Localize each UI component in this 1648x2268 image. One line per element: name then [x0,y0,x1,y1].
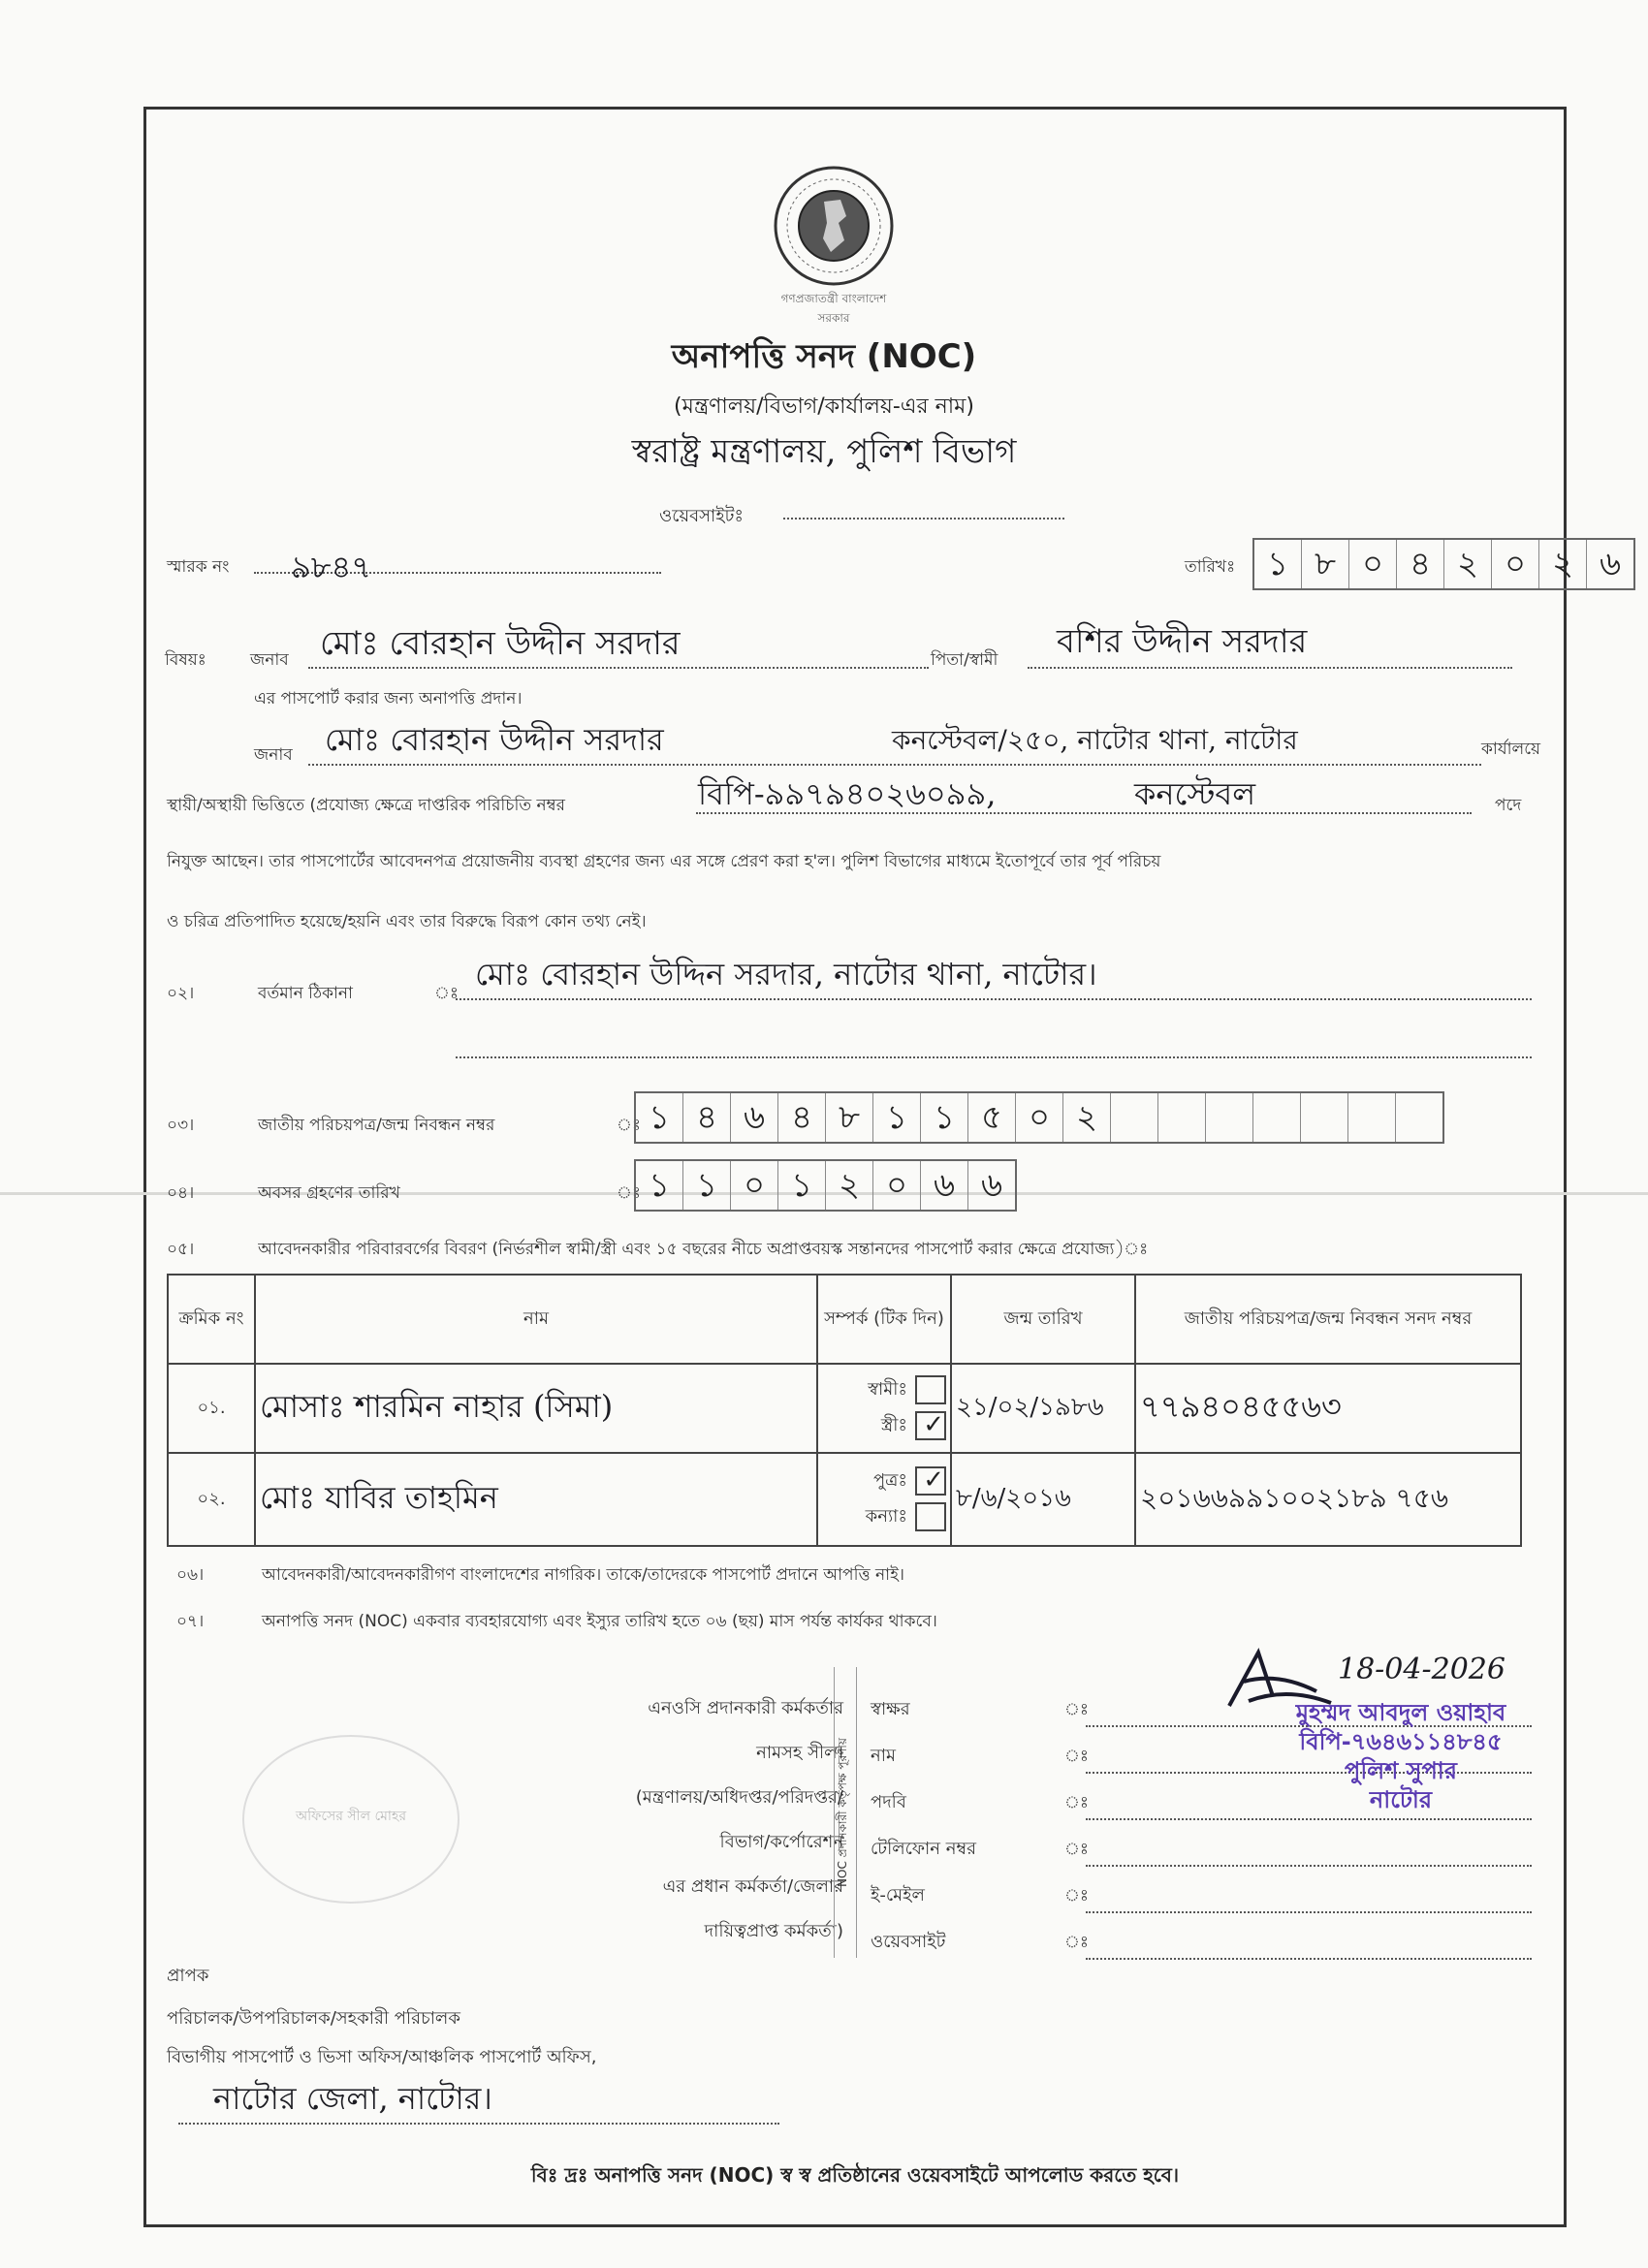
item-07-num: ০৭। [176,1612,205,1631]
row-dob: ৮/৬/২০১৬ [951,1453,1135,1546]
signature-left-block [427,1686,843,1954]
date-digit: ১ [1254,540,1302,588]
col-dob: জন্ম তারিখ [951,1275,1135,1364]
date-digit: ২ [1444,540,1492,588]
nid-digit [1348,1093,1396,1142]
row-serial: ০১. [168,1364,255,1453]
address-line2 [456,1056,1532,1058]
item-02-num: ০২। [167,984,195,1003]
sig-left-line: বিভাগ/কর্পোরেশন [719,1832,843,1852]
col-name: নাম [255,1275,817,1364]
sig-colon: ঃ [1064,1747,1089,1766]
item-04-colon: ঃ [617,1183,641,1203]
recipient-line1: পরিচালক/উপপরিচালক/সহকারী পরিচালক [167,2008,460,2029]
rel-b-label: কন্যাঃ [865,1506,907,1527]
sig-colon: ঃ [1064,1700,1089,1719]
row-name: মোসাঃ শারমিন নাহার (সিমা) [255,1364,817,1453]
date-digit: ২ [1539,540,1587,588]
body-id-number: বিপি-৯৯৭৯৪০২৬০৯৯, [698,775,997,812]
row-nid: ২০১৬৬৯৯১০০২১৮৯ ৭৫৬ [1135,1453,1521,1546]
recipient-line2: বিভাগীয় পাসপোর্ট ও ভিসা অফিস/আঞ্চলিক পাসপোর্ট অফিস, [167,2047,597,2067]
ret-digit: ১ [636,1161,683,1210]
website-line [783,518,1064,520]
nid-digit [1396,1093,1442,1142]
nid-digit: ১ [873,1093,921,1142]
nid-boxes [634,1091,1444,1144]
item-04-label: অবসর গ্রহণের তারিখ [258,1183,400,1203]
body-name: মোঃ বোরহান উদ্দীন সরদার [325,721,664,758]
document-title: অনাপত্তি সনদ (NOC) [671,337,977,376]
item-02-value: মোঃ বোরহান উদ্দিন সরদার, নাটোর থানা, নাটোর। [475,956,1097,992]
item-03-label: জাতীয় পরিচয়পত্র/জন্ম নিবন্ধন নম্বর [258,1116,495,1135]
item-07-text: অনাপত্তি সনদ (NOC) একবার ব্যবহারযোগ্য এবং ইস্যুর তারিখ হতে ০৬ (ছয়) মাস পর্যন্ত কার্যকর থাকবে। [262,1612,937,1631]
body-posting: কনস্টেবল/২৫০, নাটোর থানা, নাটোর [892,724,1298,756]
memo-label: স্মারক নং [167,557,230,577]
stamp-line: বিপি-৭৬৪৬১১৪৮৪৫ [1299,1728,1503,1755]
ret-digit: ২ [826,1161,873,1210]
nid-digit [1301,1093,1348,1142]
nid-digit [1158,1093,1206,1142]
ret-digit: ৬ [921,1161,968,1210]
sig-field-label: স্বাক্ষর [871,1699,910,1719]
rel-a-label: পুত্রঃ [872,1470,907,1491]
rel-b-checkbox[interactable] [915,1502,946,1531]
emblem-text: গণপ্রজাতন্ত্রী বাংলাদেশ সরকার [780,292,887,325]
sig-line [1086,1911,1532,1913]
item-02-colon: ঃ [434,984,459,1003]
nid-digit: ০ [1016,1093,1063,1142]
col-relation: সম্পর্ক (টিক দিন) [817,1275,951,1364]
nid-digit: ৪ [683,1093,731,1142]
subject-janab: জনাব [250,650,289,670]
table-header-row [168,1275,1521,1364]
rel-a-checkbox[interactable] [915,1466,946,1496]
recipient-label: প্রাপক [167,1966,209,1986]
ret-digit: ১ [778,1161,826,1210]
footer-note: বিঃ দ্রঃ অনাপত্তি সনদ (NOC) স্ব স্ব প্রতিষ্ঠানের ওয়েবসাইটে আপলোড করতে হবে। [530,2163,1180,2187]
date-label: তারিখঃ [1185,557,1236,577]
date-boxes [1252,538,1635,590]
row-nid: ৭৭৯৪০৪৫৫৬৩ [1135,1364,1521,1453]
government-emblem [771,163,897,289]
rel-b-label: স্ত্রীঃ [880,1415,907,1435]
item-05-label: আবেদনকারীর পরিবারবর্গের বিবরণ (নির্ভরশীল স্বামী/স্ত্রী এবং ১৫ বছরের নীচে অপ্রাপ্তবয়স্ক সন্তানদের পাসপোর্ট করার ক্ষেত্রে প্রযোজ্য)ঃ [258,1240,1149,1259]
sig-colon: ঃ [1064,1840,1089,1859]
col-nid: জাতীয় পরিচয়পত্র/জন্ম নিবন্ধন সনদ নম্বর [1135,1275,1521,1364]
nid-digit [1206,1093,1253,1142]
sig-left-line: দায়িত্বপ্রাপ্ত কর্মকর্তা) [704,1921,843,1941]
rel-a-checkbox[interactable] [915,1375,946,1404]
row-serial: ০২. [168,1453,255,1546]
sig-colon: ঃ [1064,1886,1089,1906]
nid-digit: ৬ [731,1093,778,1142]
body-janab: জনাব [254,745,293,765]
memo-value: ৯৮৪৭ [291,549,372,585]
ret-digit: ০ [873,1161,921,1210]
sig-line [1086,1818,1532,1820]
nid-digit: ১ [921,1093,968,1142]
stamp-line: পুলিশ সুপার [1345,1757,1457,1784]
sig-colon: ঃ [1064,1793,1089,1812]
signature-fields [871,1686,976,1966]
sig-field-label: টেলিফোন নম্বর [871,1839,976,1859]
table-row [168,1364,1521,1453]
vertical-note-box [834,1667,857,1958]
sig-colon: ঃ [1064,1933,1089,1952]
office-seal [242,1735,460,1904]
rel-a-label: স্বামীঃ [868,1379,907,1400]
ret-digit: ০ [731,1161,778,1210]
row-dob: ২১/০২/১৯৮৬ [951,1364,1135,1453]
nid-digit [1111,1093,1158,1142]
date-digit: ০ [1349,540,1397,588]
father-name: বশির উদ্দীন সরদার [1057,622,1308,661]
document-subtitle: (মন্ত্রণালয়/বিভাগ/কার্যালয়-এর নাম) [674,394,974,419]
retirement-boxes [634,1159,1017,1212]
sig-field-label: পদবি [871,1792,906,1812]
subject-line2: এর পাসপোর্ট করার জন্য অনাপত্তি প্রদান। [254,689,523,709]
sign-date: 18-04-2026 [1338,1653,1505,1686]
date-digit: ৬ [1599,545,1622,583]
ret-digit: ১ [683,1161,731,1210]
row-relation [817,1453,951,1546]
sig-field-label: ওয়েবসাইট [871,1932,946,1952]
item-06-text: আবেদনকারী/আবেদনকারীগণ বাংলাদেশের নাগরিক। তাকে/তাদেরকে পাসপোর্ট প্রদানে আপত্তি নাই। [262,1565,905,1585]
signature-colons [1064,1686,1089,1966]
stamp-line: মুহম্মদ আবদুল ওয়াহাব [1295,1699,1506,1726]
item-03-colon: ঃ [617,1116,641,1135]
sig-line [1086,1865,1532,1867]
nid-digit: ২ [1063,1093,1111,1142]
sig-left-line: নামসহ সীল। [756,1743,843,1763]
date-digit: ৮ [1302,540,1349,588]
nid-digit: ৫ [968,1093,1016,1142]
office-name: স্বরাষ্ট্র মন্ত্রণালয়, পুলিশ বিভাগ [631,432,1017,471]
body-designation: কনস্টেবল [1134,775,1256,812]
seal-text: অফিসের সীল মোহর [295,1809,407,1824]
post-suffix: পদে [1495,796,1522,815]
sig-left-line: (মন্ত্রণালয়/অধিদপ্তর/পরিদপ্তর/ [635,1787,843,1808]
body-line4: ও চরিত্র প্রতিপাদিত হয়েছে/হয়নি এবং তার বিরুদ্ধে বিরূপ কোন তথ্য নেই। [167,912,647,931]
item-04-num: ০৪। [167,1183,195,1203]
item-02-label: বর্তমান ঠিকানা [258,984,353,1003]
nid-digit: ১ [636,1093,683,1142]
sig-left-line: এর প্রধান কর্মকর্তা/জেলার [662,1876,843,1897]
body-line3: নিযুক্ত আছেন। তার পাসপোর্টের আবেদনপত্র প্রয়োজনীয় ব্যবস্থা গ্রহণের জন্য এর সঙ্গে প্রেরণ করা হ'ল। পুলিশ বিভাগের মাধ্যমে ইতোপূর্বে তার পূর্ব পরিচয় [167,852,1161,871]
office-suffix: কার্যালয়ে [1481,740,1541,759]
father-label: পিতা/স্বামী [931,650,998,670]
sig-field-label: ই-মেইল [871,1885,925,1906]
date-digit: ০ [1492,540,1539,588]
table-row [168,1453,1521,1546]
col-serial: ক্রমিক নং [168,1275,255,1364]
rel-b-checkbox[interactable] [915,1411,946,1440]
sig-field-label: নাম [871,1746,896,1766]
body-line2-prefix: স্থায়ী/অস্থায়ী ভিত্তিতে (প্রযোজ্য ক্ষেত্রে দাপ্তরিক পরিচিতি নম্বর [167,796,566,815]
sig-left-line: এনওসি প্রদানকারী কর্মকর্তার [648,1698,843,1718]
ret-digit: ৬ [980,1166,1003,1205]
row-name: মোঃ যাবির তাহমিন [255,1453,817,1546]
item-05-num: ০৫। [167,1240,195,1259]
sig-line [1086,1958,1532,1960]
nid-digit: ৪ [778,1093,826,1142]
website-label: ওয়েবসাইটঃ [659,506,744,526]
row-relation [817,1364,951,1453]
vertical-note: NOC প্রদানকারী কর্তৃপক্ষ পূরণীয় [836,1738,849,1887]
date-digit: ৪ [1397,540,1444,588]
subject-name: মোঃ বোরহান উদ্দীন সরদার [320,624,681,663]
nid-digit [1253,1093,1301,1142]
subject-label: বিষয়ঃ [165,650,206,670]
item-03-num: ০৩। [167,1116,195,1135]
stamp-line: নাটোর [1369,1786,1433,1813]
item-06-num: ০৬। [176,1565,205,1585]
officer-stamp [1270,1698,1532,1814]
nid-digit: ৮ [826,1093,873,1142]
recipient-value: নাটোর জেলা, নাটোর। [213,2080,492,2117]
family-table [167,1274,1522,1547]
